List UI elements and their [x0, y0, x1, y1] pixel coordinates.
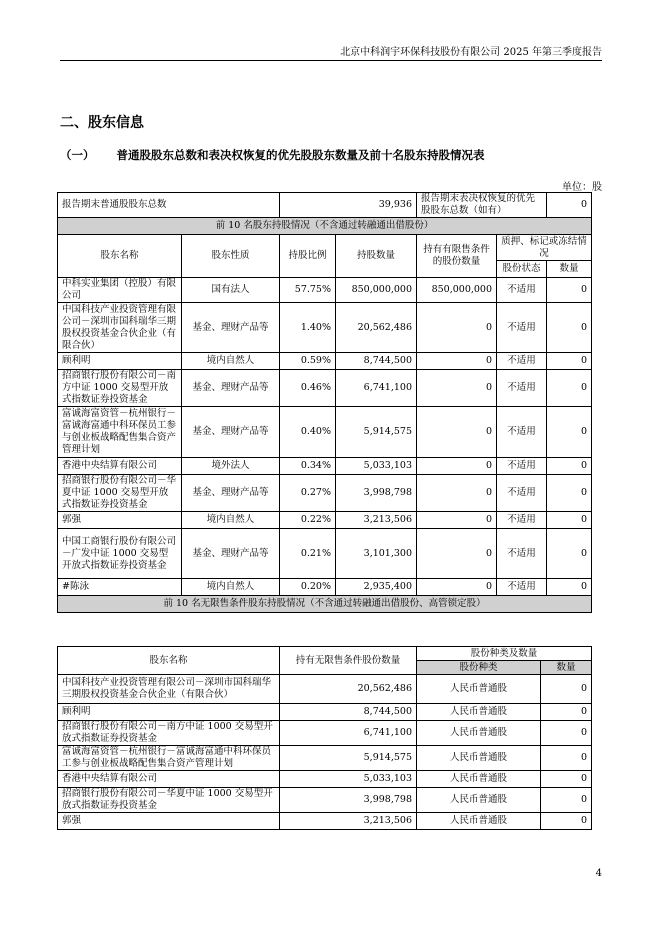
shareholder-name: #陈泳	[58, 579, 182, 596]
unres-col-header-qty: 持有无限售条件股份数量	[280, 647, 417, 675]
holding-quantity: 2,935,400	[336, 579, 417, 596]
holding-quantity: 6,741,100	[336, 370, 417, 407]
preferred-holders-label: 报告期末表决权恢复的优先股股东总数（如有）	[417, 193, 547, 218]
col-header-name: 股东名称	[58, 235, 182, 278]
col-header-pledge: 质押、标记或冻结情况	[497, 235, 592, 261]
total-holders-value: 39,936	[280, 193, 417, 218]
shareholder-name: 顾利明	[58, 353, 182, 370]
holding-ratio: 0.46%	[280, 370, 336, 407]
pledge-status: 不适用	[497, 370, 547, 407]
holding-quantity: 850,000,000	[336, 278, 417, 303]
share-type: 人民币普通股	[417, 721, 541, 746]
pledge-count: 0	[547, 475, 592, 512]
header-divider	[60, 60, 602, 61]
unrestricted-quantity: 3,998,798	[280, 788, 417, 813]
subtitle-text: 普通股股东总数和表决权恢复的优先股股东数量及前十名股东持股情况表	[116, 148, 485, 162]
pledge-status: 不适用	[497, 278, 547, 303]
restricted-quantity: 0	[417, 353, 497, 370]
share-count: 0	[541, 746, 592, 771]
restricted-quantity: 0	[417, 475, 497, 512]
total-holders-label: 报告期末普通股股东总数	[58, 193, 280, 218]
shareholder-nature: 境外法人	[182, 458, 280, 475]
restricted-quantity: 0	[417, 370, 497, 407]
shareholder-name: 招商银行股份有限公司－南方中证 1000 交易型开放式指数证券投资基金	[58, 370, 182, 407]
pledge-status: 不适用	[497, 512, 547, 529]
unrestricted-quantity: 20,562,486	[280, 675, 417, 704]
shareholder-nature: 基金、理财产品等	[182, 303, 280, 353]
unrestricted-quantity: 6,741,100	[280, 721, 417, 746]
holding-quantity: 8,744,500	[336, 353, 417, 370]
col-header-restricted: 持有有限售条件的股份数量	[417, 235, 497, 278]
restricted-quantity: 850,000,000	[417, 278, 497, 303]
shareholder-nature: 基金、理财产品等	[182, 529, 280, 579]
report-header: 北京中科润宇环保科技股份有限公司 2025 年第三季度报告	[340, 47, 602, 58]
unrestricted-quantity: 3,213,506	[280, 813, 417, 830]
col-header-nature: 股东性质	[182, 235, 280, 278]
holding-quantity: 3,101,300	[336, 529, 417, 579]
shareholder-nature: 境内自然人	[182, 353, 280, 370]
table-row	[58, 475, 592, 512]
holding-ratio: 0.40%	[280, 407, 336, 458]
shareholder-name: 富诚海富资管－杭州银行－富诚海富通中科环保员工参与创业板战略配售集合资产管理计划	[58, 407, 182, 458]
holding-ratio: 1.40%	[280, 303, 336, 353]
unrestricted-title-row	[58, 596, 592, 613]
pledge-count: 0	[547, 278, 592, 303]
table-row	[58, 579, 592, 596]
shareholder-name: 香港中央结算有限公司	[58, 458, 182, 475]
share-type: 人民币普通股	[417, 788, 541, 813]
restricted-quantity: 0	[417, 512, 497, 529]
shareholder-name: 郭强	[58, 512, 182, 529]
page-number: 4	[595, 868, 602, 879]
shareholder-name: 招商银行股份有限公司－华夏中证 1000 交易型开放式指数证券投资基金	[58, 788, 280, 813]
unrestricted-quantity: 8,744,500	[280, 704, 417, 721]
pledge-count: 0	[547, 529, 592, 579]
shareholder-name: 中国科技产业投资管理有限公司－深圳市国科瑞华三期股权投资基金合伙企业（有限合伙）	[58, 303, 182, 353]
holding-ratio: 0.20%	[280, 579, 336, 596]
summary-row	[58, 193, 592, 218]
share-count: 0	[541, 771, 592, 788]
subtitle-number: （一）	[60, 148, 95, 162]
table-row	[58, 512, 592, 529]
table-row	[58, 675, 592, 704]
top10-title: 前 10 名股东持股情况（不含通过转融通出借股份）	[58, 218, 592, 235]
pledge-count: 0	[547, 303, 592, 353]
holding-ratio: 0.22%	[280, 512, 336, 529]
shareholder-name: 顾利明	[58, 704, 280, 721]
pledge-status: 不适用	[497, 353, 547, 370]
section-title: 二、股东信息	[60, 115, 144, 131]
col-header-qty: 持股数量	[336, 235, 417, 278]
shareholder-name: 招商银行股份有限公司－南方中证 1000 交易型开放式指数证券投资基金	[58, 721, 280, 746]
col-header-count: 数量	[547, 261, 592, 278]
top10-body	[58, 278, 592, 596]
share-count: 0	[541, 704, 592, 721]
table-row	[58, 721, 592, 746]
holding-quantity: 5,033,103	[336, 458, 417, 475]
unres-col-header-count: 数量	[541, 661, 592, 675]
holding-ratio: 0.34%	[280, 458, 336, 475]
shareholder-nature: 基金、理财产品等	[182, 407, 280, 458]
restricted-quantity: 0	[417, 529, 497, 579]
holding-quantity: 5,914,575	[336, 407, 417, 458]
unres-col-header-type-group: 股份种类及数量	[417, 647, 592, 661]
shareholder-nature: 境内自然人	[182, 512, 280, 529]
holding-ratio: 57.75%	[280, 278, 336, 303]
table-row	[58, 278, 592, 303]
top10-shareholders-table	[57, 192, 592, 613]
share-count: 0	[541, 675, 592, 704]
table-row	[58, 370, 592, 407]
share-count: 0	[541, 721, 592, 746]
table-row	[58, 704, 592, 721]
restricted-quantity: 0	[417, 579, 497, 596]
col-header-status: 股份状态	[497, 261, 547, 278]
pledge-status: 不适用	[497, 579, 547, 596]
share-type: 人民币普通股	[417, 746, 541, 771]
holding-quantity: 3,998,798	[336, 475, 417, 512]
holding-ratio: 0.21%	[280, 529, 336, 579]
restricted-quantity: 0	[417, 458, 497, 475]
unrestricted-header-row	[58, 647, 592, 661]
shareholder-name: 香港中央结算有限公司	[58, 771, 280, 788]
pledge-count: 0	[547, 370, 592, 407]
shareholder-name: 富诚海富资管－杭州银行－富诚海富通中科环保员工参与创业板战略配售集合资产管理计划	[58, 746, 280, 771]
share-type: 人民币普通股	[417, 675, 541, 704]
table-row	[58, 353, 592, 370]
shareholder-nature: 基金、理财产品等	[182, 475, 280, 512]
holding-ratio: 0.59%	[280, 353, 336, 370]
table-row	[58, 407, 592, 458]
shareholder-name: 中国科技产业投资管理有限公司－深圳市国科瑞华三期股权投资基金合伙企业（有限合伙）	[58, 675, 280, 704]
top10-header-row	[58, 235, 592, 261]
shareholder-nature: 境内自然人	[182, 579, 280, 596]
unres-col-header-type: 股份种类	[417, 661, 541, 675]
table-row	[58, 303, 592, 353]
pledge-count: 0	[547, 353, 592, 370]
section-subtitle	[60, 147, 485, 163]
table-row	[58, 746, 592, 771]
unrestricted-title: 前 10 名无限售条件股东持股情况（不含通过转融通出借股份、高管锁定股）	[58, 596, 592, 613]
shareholder-name: 郭强	[58, 813, 280, 830]
restricted-quantity: 0	[417, 407, 497, 458]
pledge-count: 0	[547, 579, 592, 596]
shareholder-name: 招商银行股份有限公司－华夏中证 1000 交易型开放式指数证券投资基金	[58, 475, 182, 512]
table-row	[58, 788, 592, 813]
unrestricted-quantity: 5,033,103	[280, 771, 417, 788]
unit-label: 单位：股	[562, 182, 602, 193]
table-row	[58, 529, 592, 579]
col-header-ratio: 持股比例	[280, 235, 336, 278]
shareholder-name: 中科实业集团（控股）有限公司	[58, 278, 182, 303]
shareholder-nature: 基金、理财产品等	[182, 370, 280, 407]
share-count: 0	[541, 813, 592, 830]
share-type: 人民币普通股	[417, 704, 541, 721]
pledge-count: 0	[547, 512, 592, 529]
top10-title-row	[58, 218, 592, 235]
pledge-status: 不适用	[497, 303, 547, 353]
share-type: 人民币普通股	[417, 771, 541, 788]
unres-col-header-name: 股东名称	[58, 647, 280, 675]
table-row	[58, 458, 592, 475]
holding-quantity: 3,213,506	[336, 512, 417, 529]
share-type: 人民币普通股	[417, 813, 541, 830]
pledge-status: 不适用	[497, 529, 547, 579]
share-count: 0	[541, 788, 592, 813]
restricted-quantity: 0	[417, 303, 497, 353]
pledge-status: 不适用	[497, 475, 547, 512]
pledge-status: 不适用	[497, 458, 547, 475]
preferred-holders-value: 0	[547, 193, 592, 218]
pledge-count: 0	[547, 407, 592, 458]
shareholder-name: 中国工商银行股份有限公司－广发中证 1000 交易型开放式指数证券投资基金	[58, 529, 182, 579]
shareholder-nature: 国有法人	[182, 278, 280, 303]
holding-quantity: 20,562,486	[336, 303, 417, 353]
pledge-status: 不适用	[497, 407, 547, 458]
unrestricted-body	[58, 675, 592, 830]
holding-ratio: 0.27%	[280, 475, 336, 512]
table-row	[58, 771, 592, 788]
table-row	[58, 813, 592, 830]
pledge-count: 0	[547, 458, 592, 475]
unrestricted-shareholders-table	[57, 646, 592, 830]
unrestricted-quantity: 5,914,575	[280, 746, 417, 771]
